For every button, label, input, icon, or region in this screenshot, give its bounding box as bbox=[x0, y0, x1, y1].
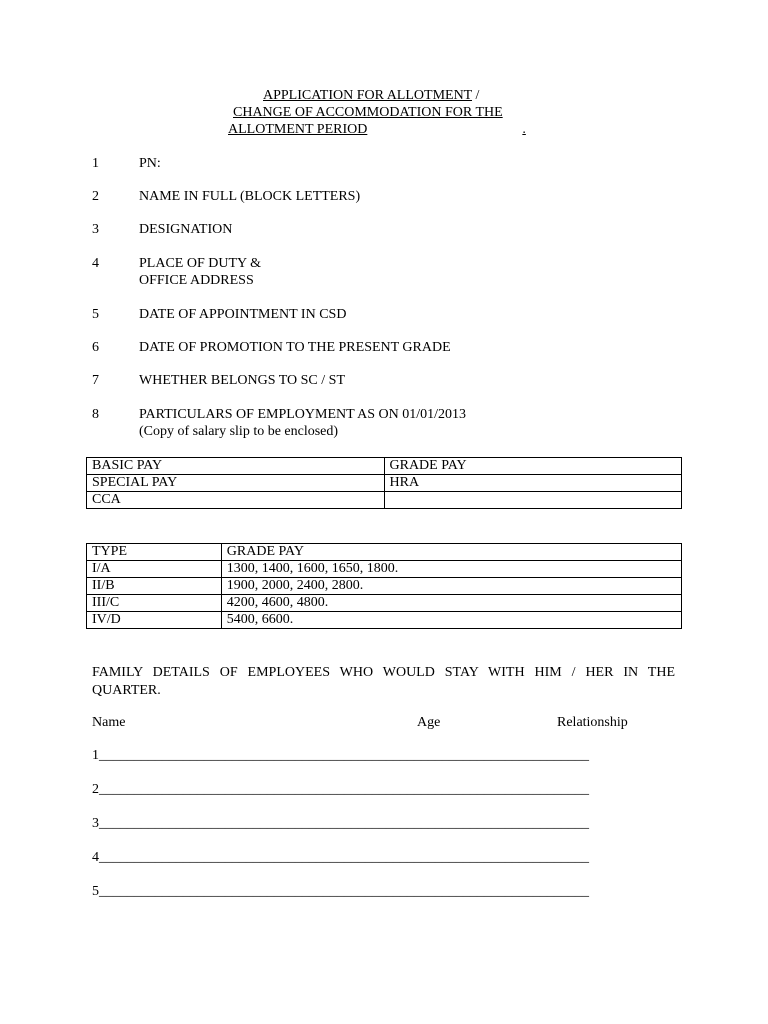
family-heading-line-2: QUARTER. bbox=[92, 683, 161, 698]
table-cell: GRADE PAY bbox=[384, 458, 682, 475]
salary-slip-note: (Copy of salary slip to be enclosed) bbox=[139, 424, 339, 439]
table-cell: I/A bbox=[87, 561, 222, 578]
family-member-line[interactable]: 2______________________________________________________________________ bbox=[92, 782, 589, 797]
office-address-label: OFFICE ADDRESS bbox=[139, 273, 254, 288]
particulars-label: PARTICULARS OF EMPLOYMENT AS ON 01/01/2013 bbox=[139, 407, 467, 422]
table-cell: SPECIAL PAY bbox=[87, 475, 385, 492]
title-line-2: CHANGE OF ACCOMMODATION FOR THE bbox=[233, 105, 503, 120]
table-cell: CCA bbox=[87, 492, 385, 509]
table-header-cell: GRADE PAY bbox=[221, 544, 681, 561]
family-member-line[interactable]: 1______________________________________________________________________ bbox=[92, 748, 589, 763]
designation-label: DESIGNATION bbox=[139, 222, 233, 237]
name-label: NAME IN FULL (BLOCK LETTERS) bbox=[139, 189, 361, 204]
family-heading-line-1: FAMILY DETAILS OF EMPLOYEES WHO WOULD STAY WITH HIM / HER IN THE bbox=[92, 665, 675, 680]
family-member-line[interactable]: 5______________________________________________________________________ bbox=[92, 884, 589, 899]
item-number: 5 bbox=[92, 307, 99, 322]
type-grade-table bbox=[86, 543, 682, 629]
family-member-line[interactable]: 4______________________________________________________________________ bbox=[92, 850, 589, 865]
table-cell bbox=[384, 492, 682, 509]
item-number: 3 bbox=[92, 222, 99, 237]
sc-st-label: WHETHER BELONGS TO SC / ST bbox=[139, 373, 345, 388]
column-name-label: Name bbox=[92, 715, 126, 730]
item-number: 2 bbox=[92, 189, 99, 204]
title-slash: / bbox=[471, 88, 480, 103]
date-of-promotion-label: DATE OF PROMOTION TO THE PRESENT GRADE bbox=[139, 340, 451, 355]
column-age-label: Age bbox=[417, 715, 441, 730]
table-cell: BASIC PAY bbox=[87, 458, 385, 475]
table-header-row bbox=[87, 544, 682, 561]
table-row bbox=[87, 475, 682, 492]
table-cell: 5400, 6600. bbox=[221, 612, 681, 629]
table-cell: 1300, 1400, 1600, 1650, 1800. bbox=[221, 561, 681, 578]
family-member-line[interactable]: 3______________________________________________________________________ bbox=[92, 816, 589, 831]
title-line-1 bbox=[263, 87, 479, 104]
item-number: 4 bbox=[92, 256, 99, 271]
table-row bbox=[87, 578, 682, 595]
table-header-cell: TYPE bbox=[87, 544, 222, 561]
table-cell: III/C bbox=[87, 595, 222, 612]
date-of-appointment-label: DATE OF APPOINTMENT IN CSD bbox=[139, 307, 347, 322]
title-allotment-period: ALLOTMENT PERIOD . bbox=[228, 122, 526, 137]
item-number: 6 bbox=[92, 340, 99, 355]
item-number: 8 bbox=[92, 407, 99, 422]
title-line-3 bbox=[228, 121, 526, 138]
item-number: 1 bbox=[92, 156, 99, 171]
table-cell: IV/D bbox=[87, 612, 222, 629]
table-cell: 1900, 2000, 2400, 2800. bbox=[221, 578, 681, 595]
table-row bbox=[87, 612, 682, 629]
table-cell: 4200, 4600, 4800. bbox=[221, 595, 681, 612]
table-cell: HRA bbox=[384, 475, 682, 492]
pn-label: PN: bbox=[139, 156, 161, 171]
table-row bbox=[87, 561, 682, 578]
table-cell: II/B bbox=[87, 578, 222, 595]
table-row bbox=[87, 458, 682, 475]
table-row bbox=[87, 595, 682, 612]
item-number: 7 bbox=[92, 373, 99, 388]
column-relationship-label: Relationship bbox=[557, 715, 628, 730]
table-row bbox=[87, 492, 682, 509]
pay-table bbox=[86, 457, 682, 509]
place-of-duty-label: PLACE OF DUTY & bbox=[139, 256, 261, 271]
title-application-for-allotment: APPLICATION FOR ALLOTMENT bbox=[263, 88, 472, 103]
